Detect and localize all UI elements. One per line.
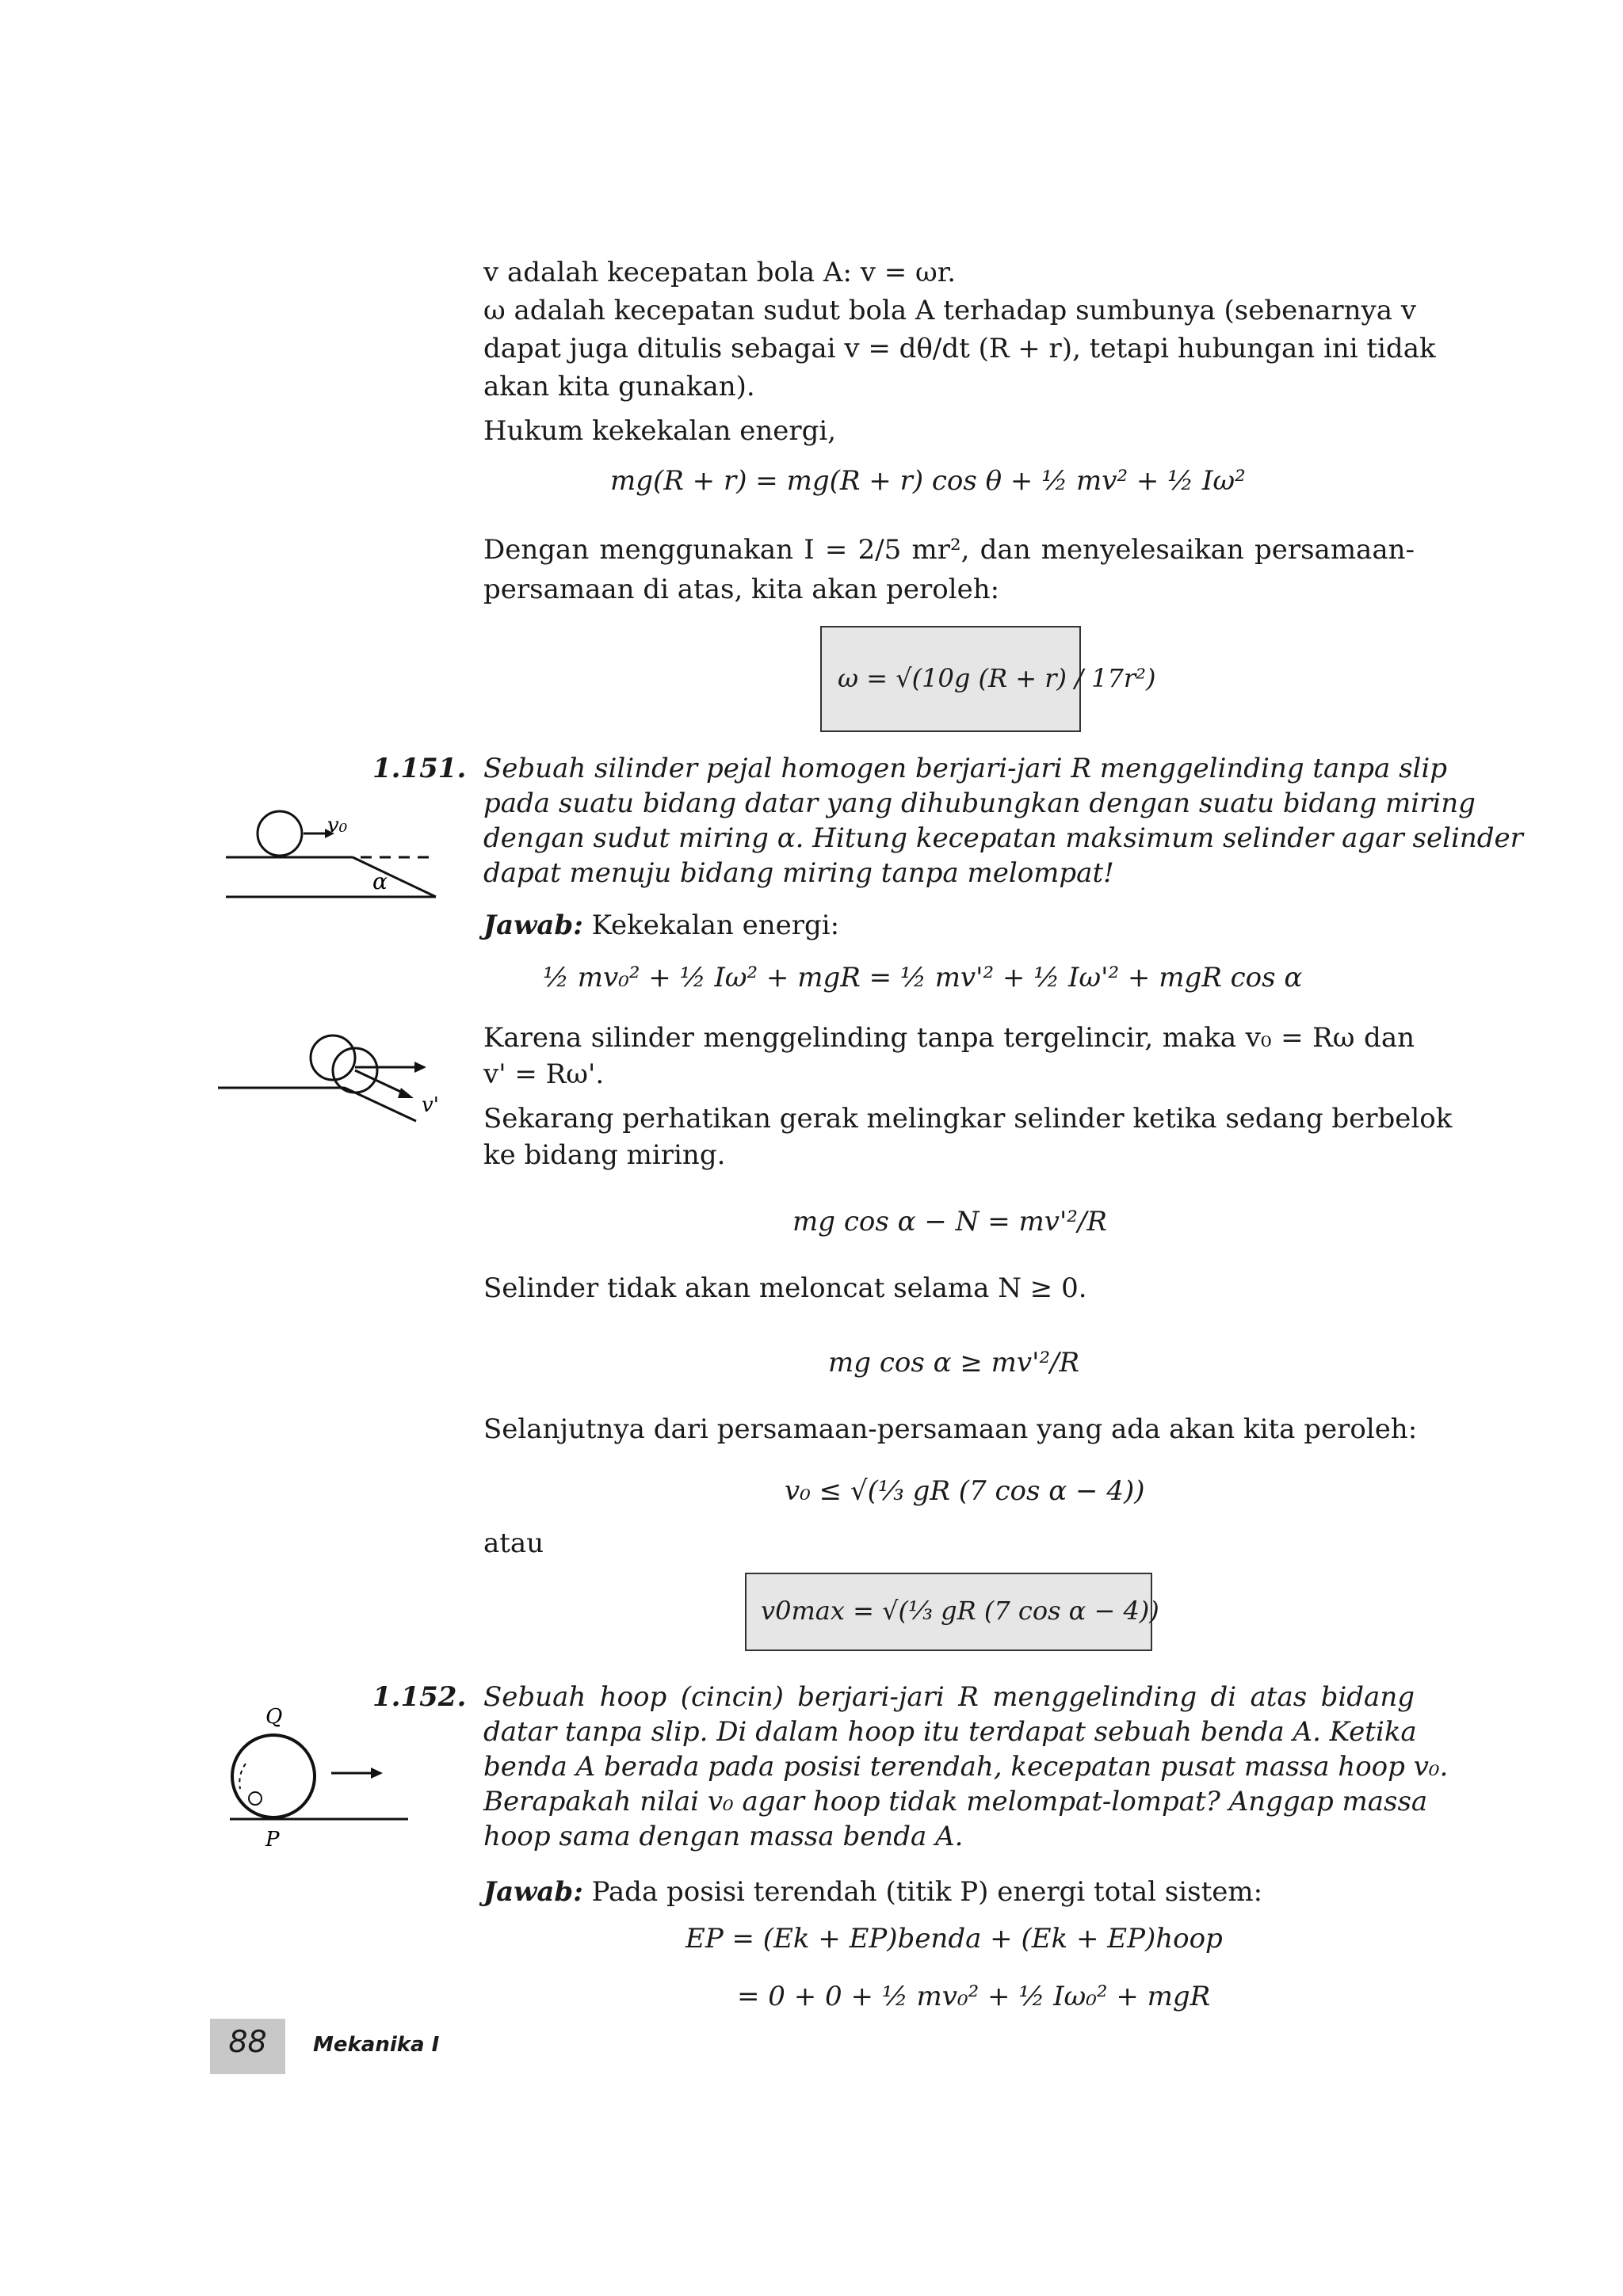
text-line: Selanjutnya dari persamaan-persamaan yang ada akan kita peroleh: bbox=[483, 1413, 1418, 1445]
problem-number: 1.151. bbox=[372, 753, 467, 784]
figure-cylinder-incline bbox=[218, 800, 448, 903]
equation-v0-limit: v₀ ≤ √(⅓ gR (7 cos α − 4)) bbox=[785, 1475, 1145, 1507]
text-line: ω adalah kecepatan sudut bola A terhadap sumbunya (sebenarnya v bbox=[483, 295, 1417, 326]
text-line: Hukum kekekalan energi, bbox=[483, 415, 837, 447]
jawab-label: Jawab: bbox=[483, 910, 583, 941]
text-line bbox=[483, 1875, 1262, 1909]
equation-energy-conservation: ½ mv₀² + ½ Iω² + mgR = ½ mv'² + ½ Iω'² + mgR cos α bbox=[543, 962, 1303, 994]
text-line: Karena silinder menggelinding tanpa tergelincir, maka v₀ = Rω dan bbox=[483, 1022, 1415, 1054]
answer-text: Pada posisi terendah (titik P) energi total sistem: bbox=[591, 1876, 1263, 1908]
equation-circular: mg cos α − N = mv'²/R bbox=[792, 1206, 1107, 1238]
text-line: Selinder tidak akan meloncat selama N ≥ 0. bbox=[483, 1272, 1087, 1304]
boxed-equation: v0max = √(⅓ gR (7 cos α − 4)) bbox=[761, 1596, 1159, 1626]
problem-text: datar tanpa slip. Di dalam hoop itu terdapat sebuah benda A. Ketika bbox=[483, 1716, 1417, 1748]
answer-text: Kekekalan energi: bbox=[591, 910, 840, 941]
label-v-prime: v' bbox=[422, 1093, 439, 1117]
problem-text: pada suatu bidang datar yang dihubungkan dengan suatu bidang miring bbox=[483, 788, 1476, 819]
text-line: persamaan di atas, kita akan peroleh: bbox=[483, 574, 1000, 605]
boxed-equation: ω = √(10g (R + r) / 17r²) bbox=[838, 663, 1156, 693]
page-number: 88 bbox=[228, 2024, 267, 2059]
text-line: atau bbox=[483, 1527, 544, 1559]
problem-text: Berapakah nilai v₀ agar hoop tidak melompat-lompat? Anggap massa bbox=[483, 1786, 1428, 1817]
book-title: Mekanika I bbox=[313, 2033, 440, 2057]
equation-total-energy: EP = (Ek + EP)benda + (Ek + EP)hoop bbox=[685, 1923, 1223, 1955]
result-box-v0max bbox=[745, 1573, 1159, 1651]
equation-energy: mg(R + r) = mg(R + r) cos θ + ½ mv² + ½ Iω² bbox=[610, 465, 1246, 497]
label-Q: Q bbox=[265, 1705, 283, 1729]
text-line: v' = Rω'. bbox=[483, 1058, 605, 1090]
label-v0: v₀ bbox=[327, 814, 348, 837]
problem-text: dengan sudut miring α. Hitung kecepatan maksimum selinder agar selinder bbox=[483, 822, 1523, 854]
label-P: P bbox=[265, 1828, 280, 1852]
problem-text: benda A berada pada posisi terendah, kecepatan pusat massa hoop v₀. bbox=[483, 1751, 1449, 1783]
figure-hoop bbox=[214, 1695, 452, 1854]
equation-condition: mg cos α ≥ mv'²/R bbox=[828, 1347, 1080, 1379]
problem-text: Sebuah silinder pejal homogen berjari-jari R menggelinding tanpa slip bbox=[483, 753, 1448, 784]
text-line: Sekarang perhatikan gerak melingkar selinder ketika sedang berbelok bbox=[483, 1103, 1453, 1135]
text-line: Dengan menggunakan I = 2/5 mr², dan menyelesaikan persamaan- bbox=[483, 534, 1415, 566]
result-box-omega bbox=[820, 626, 1156, 732]
label-alpha: α bbox=[372, 868, 388, 894]
text-line: v adalah kecepatan bola A: v = ωr. bbox=[483, 257, 957, 288]
problem-text: hoop sama dengan massa benda A. bbox=[483, 1821, 964, 1852]
equation-total-energy-expanded: = 0 + 0 + ½ mv₀² + ½ Iω₀² + mgR bbox=[737, 1981, 1211, 2012]
problem-text: dapat menuju bidang miring tanpa melompat! bbox=[483, 857, 1114, 889]
text-line: ke bidang miring. bbox=[483, 1139, 726, 1171]
text-line: akan kita gunakan). bbox=[483, 371, 755, 402]
jawab-label: Jawab: bbox=[483, 1876, 583, 1908]
figure-cylinder-turning bbox=[214, 1026, 452, 1129]
problem-text: Sebuah hoop (cincin) berjari-jari R menggelinding di atas bidang bbox=[483, 1681, 1415, 1713]
problem-number: 1.152. bbox=[372, 1681, 467, 1713]
text-line bbox=[483, 908, 839, 943]
text-line: dapat juga ditulis sebagai v = dθ/dt (R + r), tetapi hubungan ini tidak bbox=[483, 333, 1436, 364]
